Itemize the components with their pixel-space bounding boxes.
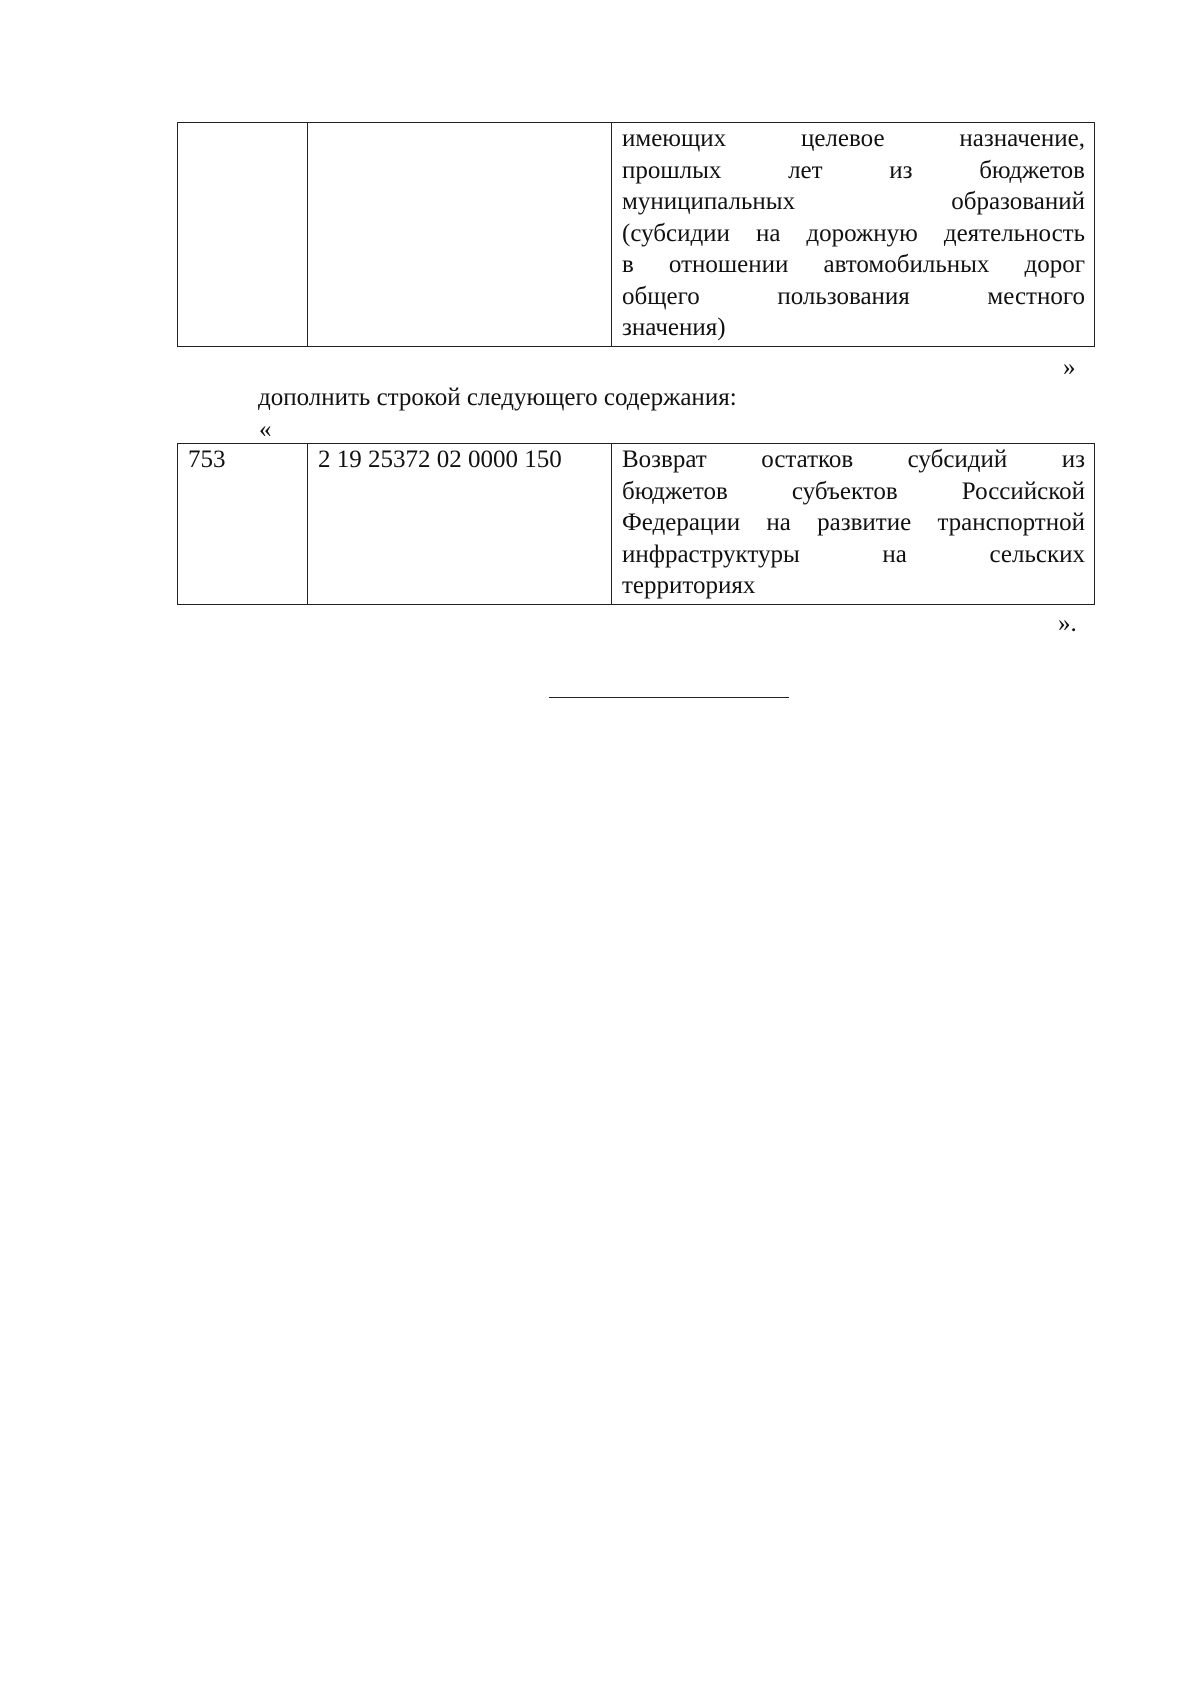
table-cell-admin-code xyxy=(178,444,308,605)
table-cell-revenue-code xyxy=(308,444,612,605)
description-line: в отношении автомобильных дорог xyxy=(622,251,1085,278)
description-line: имеющих целевое назначение, xyxy=(622,125,1085,152)
description-text xyxy=(612,123,1094,344)
table-cell-description xyxy=(612,444,1095,605)
admin-code: 753 xyxy=(188,446,226,473)
description-line: Федерации на развитие транспортной xyxy=(622,509,1085,536)
instruction-text: дополнить строкой следующего содержания: xyxy=(258,384,737,411)
end-of-document-rule xyxy=(549,697,789,698)
description-line: бюджетов субъектов Российской xyxy=(622,477,1085,505)
table-row xyxy=(178,123,1095,347)
table-cell-revenue-code xyxy=(308,123,612,347)
continued-table xyxy=(177,122,1095,347)
table-cell-description xyxy=(612,123,1095,347)
table-cell-admin-code xyxy=(178,123,308,347)
description-line: Возврат остатков субсидий из xyxy=(622,446,1085,473)
description-text xyxy=(612,444,1094,602)
description-line: значения) xyxy=(622,314,726,341)
table-row xyxy=(178,444,1095,605)
description-line: общего пользования местного xyxy=(622,282,1085,310)
description-line: территориях xyxy=(622,572,756,599)
description-line: прошлых лет из бюджетов xyxy=(622,156,1085,184)
description-line: инфраструктуры на сельских xyxy=(622,540,1085,568)
opening-quote: « xyxy=(259,416,272,443)
added-row-table xyxy=(177,443,1095,605)
revenue-code: 2 19 25372 02 0000 150 xyxy=(318,446,562,473)
closing-quote: » xyxy=(1063,354,1076,381)
description-line: муниципальных образований xyxy=(622,188,1085,215)
closing-quote-period: ». xyxy=(1058,610,1077,637)
description-line: (субсидии на дорожную деятельность xyxy=(622,219,1085,247)
